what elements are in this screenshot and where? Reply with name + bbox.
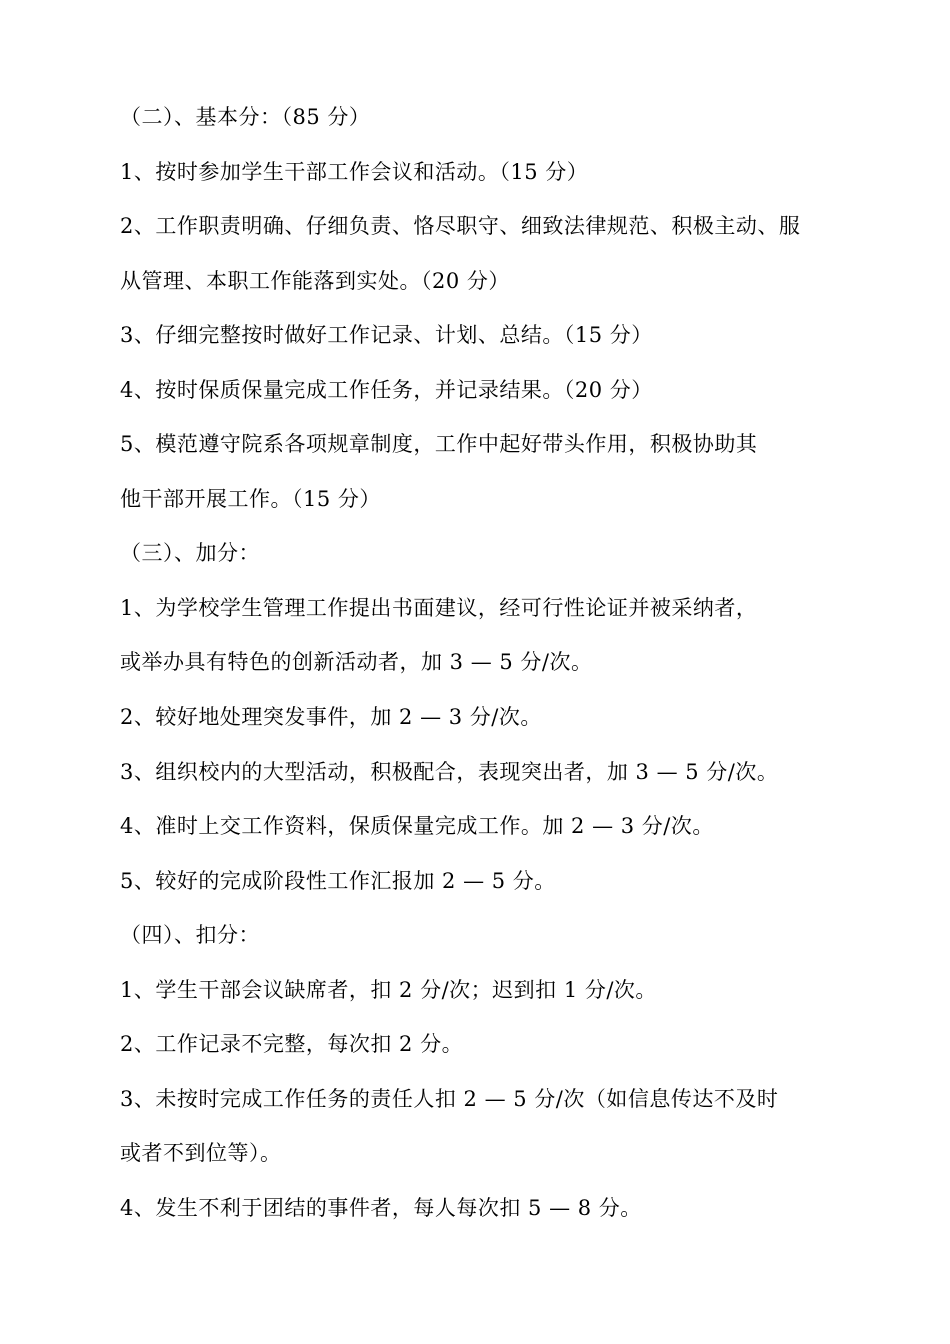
basic-item-2-continued: 从管理、本职工作能落到实处。（20 分） bbox=[120, 269, 510, 293]
bonus-item-2: 2、较好地处理突发事件，加 2 — 3 分/次。 bbox=[120, 705, 542, 729]
basic-item-1: 1、按时参加学生干部工作会议和活动。（15 分） bbox=[120, 160, 589, 184]
bonus-item-5: 5、较好的完成阶段性工作汇报加 2 — 5 分。 bbox=[120, 869, 556, 893]
section-heading-bonus: （三）、加分： bbox=[120, 541, 260, 565]
bonus-item-4: 4、准时上交工作资料，保质保量完成工作。加 2 — 3 分/次。 bbox=[120, 814, 714, 838]
section-heading-basic-score: （二）、基本分：（85 分） bbox=[120, 105, 371, 129]
bonus-item-3: 3、组织校内的大型活动，积极配合，表现突出者，加 3 — 5 分/次。 bbox=[120, 760, 779, 784]
basic-item-3: 3、仔细完整按时做好工作记录、计划、总结。（15 分） bbox=[120, 323, 653, 347]
deduction-item-1: 1、学生干部会议缺席者，扣 2 分/次；迟到扣 1 分/次。 bbox=[120, 978, 657, 1002]
bonus-item-1: 1、为学校学生管理工作提出书面建议，经可行性论证并被采纳者， bbox=[120, 596, 758, 620]
deduction-item-3: 3、未按时完成工作任务的责任人扣 2 — 5 分/次（如信息传达不及时 bbox=[120, 1087, 779, 1111]
section-heading-deduction: （四）、扣分： bbox=[120, 923, 260, 947]
bonus-item-1-continued: 或举办具有特色的创新活动者，加 3 — 5 分/次。 bbox=[120, 650, 593, 674]
basic-item-5: 5、模范遵守院系各项规章制度，工作中起好带头作用，积极协助其 bbox=[120, 432, 758, 456]
basic-item-4: 4、按时保质保量完成工作任务，并记录结果。（20 分） bbox=[120, 378, 653, 402]
deduction-item-3-continued: 或者不到位等）。 bbox=[120, 1141, 282, 1165]
deduction-item-2: 2、工作记录不完整，每次扣 2 分。 bbox=[120, 1032, 464, 1056]
basic-item-2: 2、工作职责明确、仔细负责、恪尽职守、细致法律规范、积极主动、服 bbox=[120, 214, 801, 238]
basic-item-5-continued: 他干部开展工作。（15 分） bbox=[120, 487, 381, 511]
deduction-item-4: 4、发生不利于团结的事件者，每人每次扣 5 — 8 分。 bbox=[120, 1196, 642, 1220]
